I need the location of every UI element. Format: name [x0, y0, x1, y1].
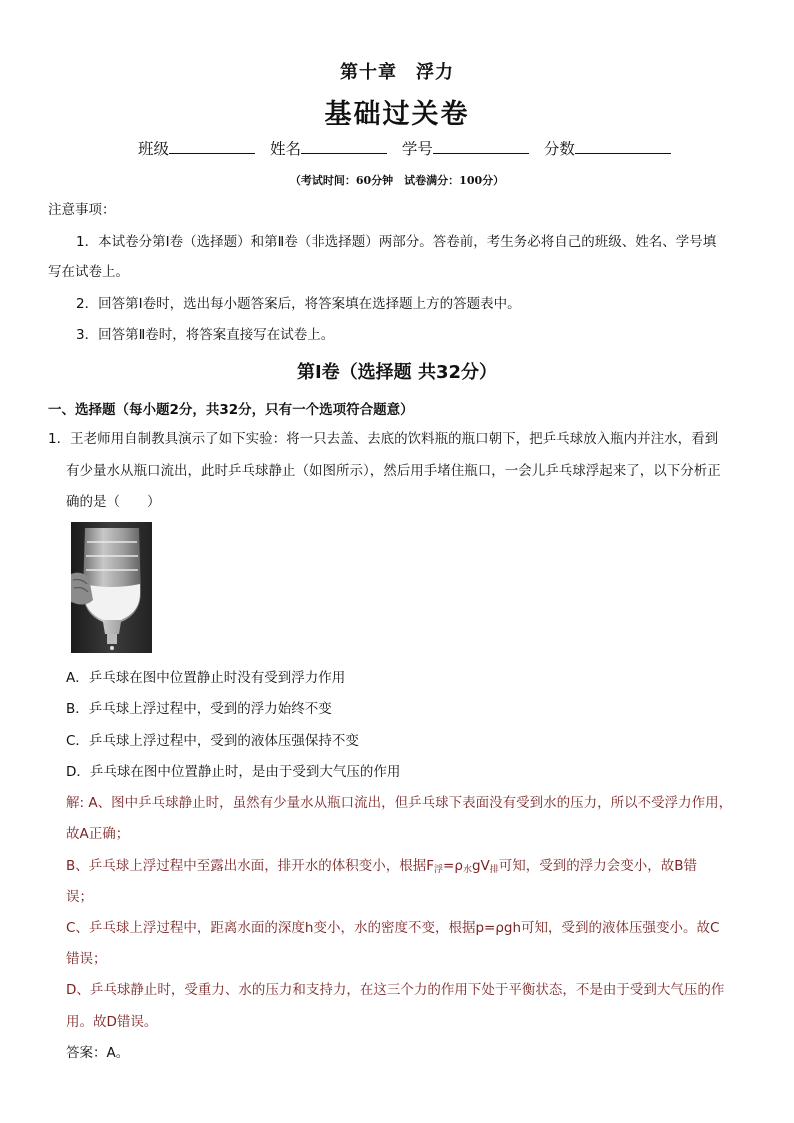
solution-a-line-1: 解: A、图中乒乓球静止时，虽然有少量水从瓶口流出，但乒乓球下表面没有受到水的压力，所以不受浮力作用，	[66, 795, 733, 811]
section-title: 第Ⅰ卷（选择题 共32分）	[296, 362, 497, 383]
option-c: C．乒乓球上浮过程中，受到的液体压强保持不变	[66, 733, 359, 749]
formula-rho: =ρ	[443, 858, 463, 874]
option-b: B．乒乓球上浮过程中，受到的浮力始终不变	[66, 701, 332, 717]
student-id-label: 学号	[401, 140, 433, 158]
solution-d-line-2: 用。故D错误。	[66, 1014, 158, 1030]
bottle-photo-illustration	[71, 522, 152, 653]
name-label: 姓名	[269, 140, 301, 158]
name-blank[interactable]	[301, 139, 387, 154]
question-1-line-2: 有少量水从瓶口流出，此时乒乓球静止（如图所示），然后用手堵住瓶口，一会儿乒乓球浮起来了，以下分析正	[66, 463, 721, 479]
solution-b-text-start: B、乒乓球上浮过程中至露出水面，排开水的体积变小，根据F	[66, 858, 435, 874]
subscript-displaced: 排	[489, 865, 499, 875]
solution-b-line-1	[66, 856, 697, 880]
chapter-title: 第十章 浮力	[340, 62, 454, 83]
bottle-experiment-photo	[71, 522, 152, 653]
option-a: A．乒乓球在图中位置静止时没有受到浮力作用	[66, 670, 346, 686]
class-label: 班级	[138, 140, 170, 158]
class-blank[interactable]	[169, 139, 255, 154]
question-1-line-3: 确的是（ ）	[66, 494, 161, 510]
question-1-line-1: 1．王老师用自制教具演示了如下实验：将一只去盖、去底的饮料瓶的瓶口朝下，把乒乓球放入瓶内并注水，看到	[48, 431, 719, 447]
solution-d-line-1: D、乒乓球静止时，受重力、水的压力和支持力，在这三个力的作用下处于平衡状态，不是由于受到大气压的作	[66, 982, 725, 998]
subscript-buoyancy: 浮	[434, 865, 444, 875]
notice-heading: 注意事项：	[48, 202, 116, 218]
option-d: D．乒乓球在图中位置静止时，是由于受到大气压的作用	[66, 764, 401, 780]
solution-a-line-2: 故A正确；	[66, 826, 130, 842]
notice-item-1: 1．本试卷分第Ⅰ卷（选择题）和第Ⅱ卷（非选择题）两部分。答卷前，考生务必将自己的班级、姓名、学号填	[76, 234, 717, 250]
subscript-water: 水	[462, 865, 472, 875]
score-blank[interactable]	[575, 139, 671, 154]
solution-c-line-1: C、乒乓球上浮过程中，距离水面的深度h变小，水的密度不变，根据p=ρgh可知，受到的液体压强变小。故C	[66, 920, 720, 936]
part-title: 一、选择题（每小题2分，共32分，只有一个选项符合题意）	[48, 402, 414, 418]
formula-gv: gV	[471, 858, 490, 874]
notice-item-3: 3．回答第Ⅱ卷时，将答案直接写在试卷上。	[76, 327, 335, 343]
student-id-blank[interactable]	[433, 139, 529, 154]
answer: 答案：A。	[66, 1045, 130, 1061]
score-label: 分数	[543, 140, 575, 158]
notice-item-2: 2．回答第Ⅰ卷时，选出每小题答案后，将答案填在选择题上方的答题表中。	[76, 296, 521, 312]
solution-b-text-end: 可知，受到的浮力会变小，故B错	[498, 858, 698, 874]
time-info: （考试时间：60分钟 试卷满分：100分）	[289, 174, 505, 187]
solution-b-line-2: 误；	[66, 889, 93, 905]
solution-c-line-2: 错误；	[66, 951, 107, 967]
student-info-line	[138, 137, 681, 159]
exam-title: 基础过关卷	[324, 99, 470, 130]
notice-item-1-cont: 写在试卷上。	[48, 264, 129, 280]
